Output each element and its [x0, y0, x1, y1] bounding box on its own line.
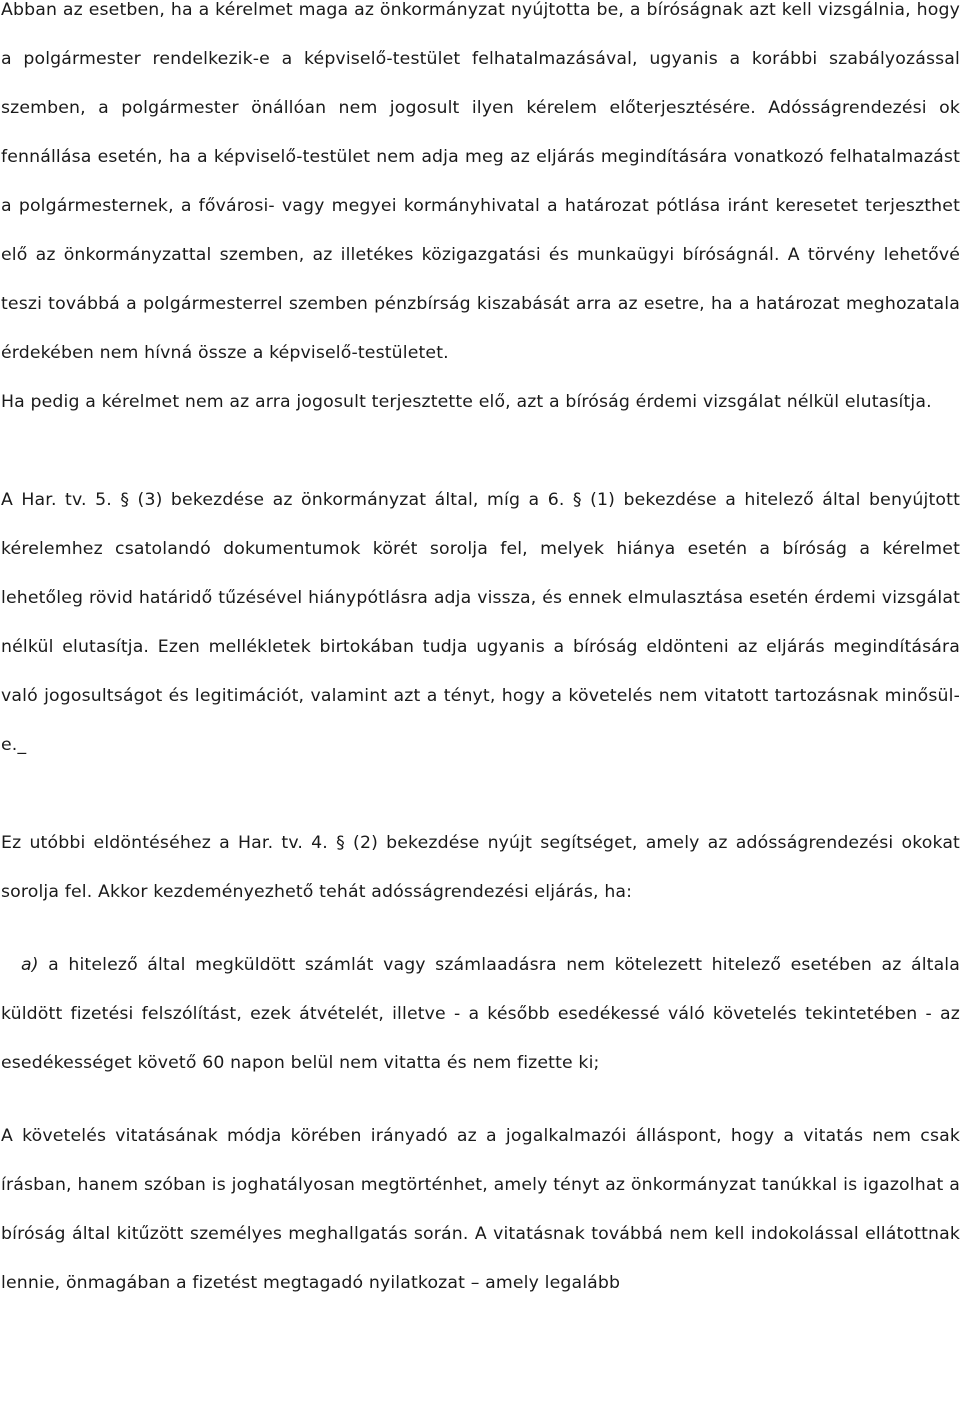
paragraph-unauthorized-request: Ha pedig a kérelmet nem az arra jogosult terjesztette elő, azt a bíróság érdemi vizsgálat nélkül elutasítja. — [1, 392, 932, 412]
paragraph-municipality-request: Abban az esetben, ha a kérelmet maga az önkormányzat nyújtotta be, a bíróságnak azt kell vizsgálnia, hogy a polgármester rendelkezik-e a képviselő-testület felhatalmazásával, ugyanis a korábbi szabályozással szemben, a polgármester önállóan nem jogosult ilyen kérelem előterjesztésére. Adósságrendezési ok fennállása esetén, ha a képviselő-testület nem adja meg az eljárás megindítására vonatkozó felhatalmazást a polgármesternek, a fővárosi- vagy megyei kormányhivatal a határozat pótlása iránt keresetet terjeszthet elő az önkormányzattal szemben, az illetékes közigazgatási és munkaügyi bíróságnál. A törvény lehetővé teszi továbbá a polgármesterrel szemben pénzbírság kiszabását arra az esetre, ha a határozat meghozatala érdekében nem hívná össze a képviselő-testületet. — [1, 0, 960, 363]
paragraph-debt-reasons: Ez utóbbi eldöntéséhez a Har. tv. 4. § (2) bekezdése nyújt segítséget, amely az adósságrendezési okokat sorolja fel. Akkor kezdeményezhető tehát adósságrendezési eljárás, ha: — [1, 833, 960, 902]
paragraph-attachments — [1, 476, 960, 770]
list-marker-a: a) — [21, 955, 39, 975]
list-item-a — [1, 941, 960, 1088]
paragraph-dispute-method: A követelés vitatásának módja körében irányadó az a jogalkalmazói álláspont, hogy a vitatás nem csak írásban, hanem szóban is joghatályosan megtörténhet, amely tényt az önkormányzat tanúkkal is igazolhat a bíróság által kitűzött személyes meghallgatás során. A vitatásnak továbbá nem kell indokolással ellátottnak lennie, önmagában a fizetést megtagadó nyilatkozat – amely legalább — [1, 1126, 960, 1293]
list-item-a-text: a hitelező által megküldött számlát vagy számlaadásra nem kötelezett hitelező esetében az általa küldött fizetési felszólítást, ezek átvételét, illetve - a később esedékessé váló követelés tekintetében - az esedékességet követő 60 napon belül nem vitatta és nem fizette ki; — [1, 955, 960, 1073]
trailing-underscore: _ — [17, 735, 27, 755]
paragraph-attachments-text: A Har. tv. 5. § (3) bekezdése az önkormányzat által, míg a 6. § (1) bekezdése a hitelező által benyújtott kérelemhez csatolandó dokumentumok körét sorolja fel, melyek hiánya esetén a bíróság a kérelmet lehetőleg rövid határidő tűzésével hiánypótlásra adja vissza, és ennek elmulasztása esetén érdemi vizsgálat nélkül elutasítja. Ezen mellékletek birtokában tudja ugyanis a bíróság eldönteni az eljárás megindítására való jogosultságot és legitimációt, valamint azt a tényt, hogy a követelés nem vitatott tartozásnak minősül-e. — [1, 490, 960, 755]
